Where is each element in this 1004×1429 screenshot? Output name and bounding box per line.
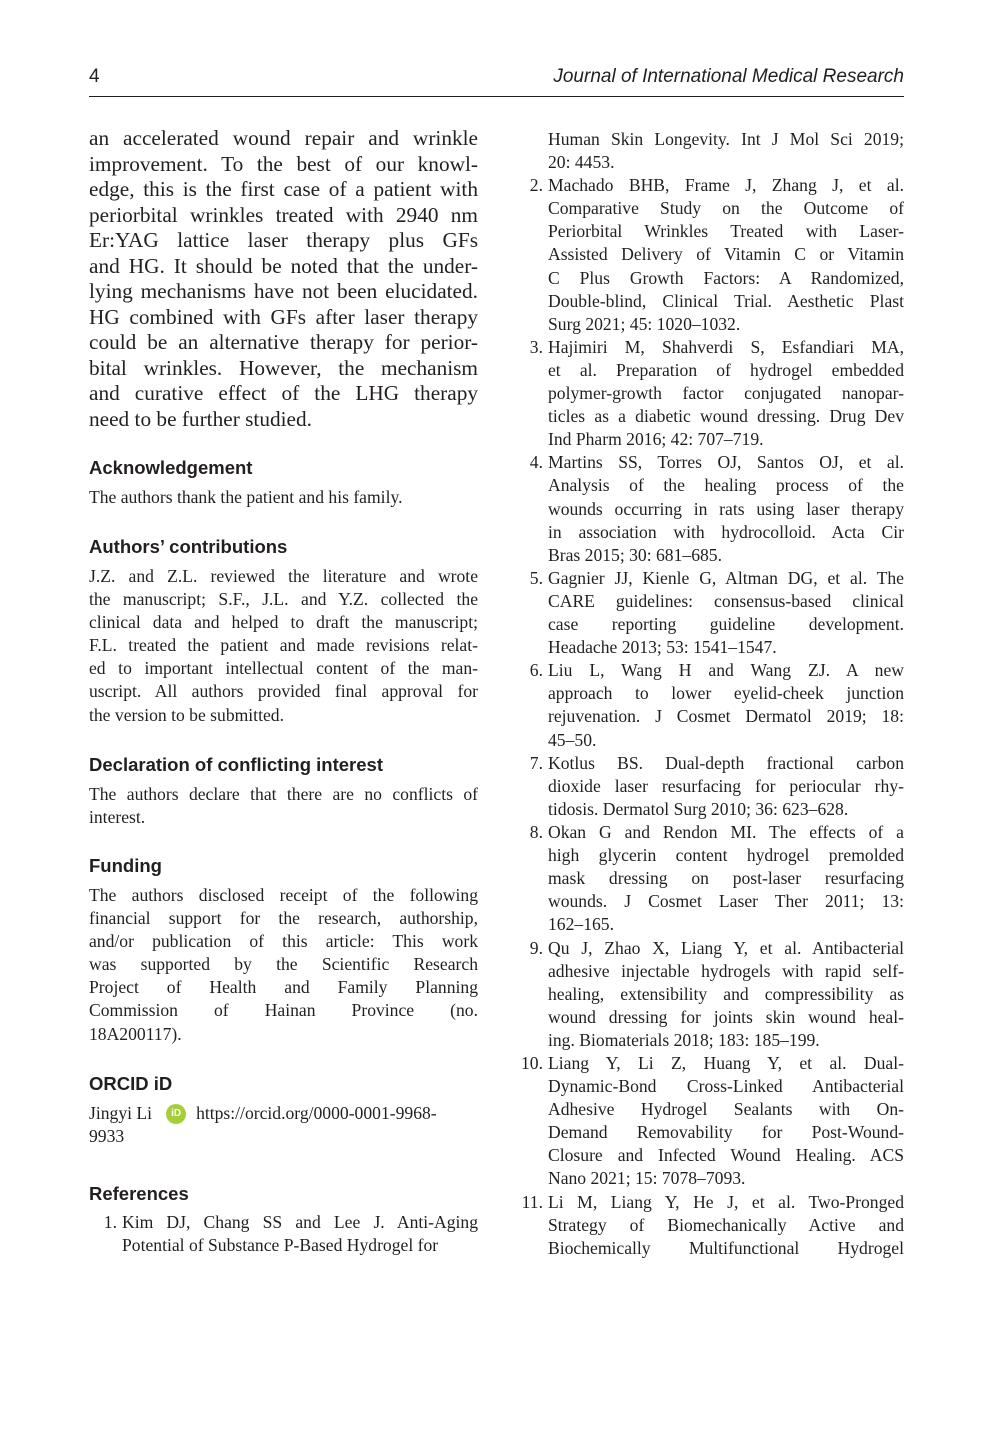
reference-item [515, 336, 904, 452]
text-line: the version to be submitted. [89, 704, 284, 725]
text-line: Er:YAG lattice laser therapy plus GFs [89, 228, 478, 252]
text-line: Analysis of the healing process of the [548, 475, 904, 496]
text-line: and curative effect of the LHG therapy [89, 381, 478, 405]
text-line: approach to lower eyelid-cheek junction [548, 683, 904, 704]
conflict-text [89, 783, 478, 829]
reference-number: 8. [529, 822, 543, 842]
text-line: was supported by the Scientific Research [89, 954, 478, 975]
contributions-heading: Authors’ contributions [89, 536, 288, 557]
orcid-link-continued[interactable]: 9933 [89, 1126, 125, 1147]
reference-text [548, 937, 904, 1052]
reference-text [548, 821, 904, 936]
text-line: periorbital wrinkles treated with 2940 nm [89, 202, 478, 227]
text-line: Double-blind, Clinical Trial. Aesthetic Plast [548, 290, 904, 311]
funding-text [89, 884, 478, 1046]
text-line: mask dressing on post-laser resurfacing [548, 868, 904, 889]
journal-name: Journal of International Medical Research [553, 66, 904, 87]
text-line: case reporting guideline development. [548, 614, 904, 635]
left-column [89, 126, 478, 1256]
text-line: could be an alternative therapy for perior- [89, 330, 478, 354]
text-line: Bras 2015; 30: 681–685. [548, 544, 722, 565]
text-line: edge, this is the first case of a patient with [89, 177, 478, 201]
text-line: Potential of Substance P-Based Hydrogel for [122, 1235, 439, 1256]
text-line: et al. Preparation of hydrogel embedded [548, 359, 904, 380]
text-line: Biochemically Multifunctional Hydrogel [548, 1237, 904, 1258]
text-line: 20: 4453. [548, 152, 615, 173]
text-line: J.Z. and Z.L. reviewed the literature and wrote [89, 566, 478, 586]
reference-item [515, 821, 904, 937]
text-line: adhesive injectable hydrogels with rapid self- [548, 960, 904, 981]
text-line: HG combined with GFs after laser therapy [89, 304, 478, 329]
text-line: Adhesive Hydrogel Sealants with On- [548, 1099, 904, 1120]
text-line: Closure and Infected Wound Healing. ACS [548, 1145, 904, 1166]
text-line: Surg 2021; 45: 1020–1032. [548, 313, 741, 334]
text-line: Assisted Delivery of Vitamin C or Vitamin [548, 244, 904, 265]
reference-item [515, 937, 904, 1053]
text-line: F.L. treated the patient and made revisions relat- [89, 635, 478, 656]
reference-number: 2. [529, 175, 543, 196]
reference-number: 3. [529, 336, 543, 357]
text-line: improvement. To the best of our knowl- [89, 151, 478, 176]
orcid-id-icon: iD [166, 1104, 186, 1124]
acknowledgement-text: The authors thank the patient and his family. [89, 487, 403, 507]
contributions-section [89, 535, 478, 727]
text-line: Commission of Hainan Province (no. [89, 1000, 478, 1021]
conflict-heading: Declaration of conflicting interest [89, 754, 383, 775]
text-line: The authors declare that there are no conflicts of [89, 784, 478, 804]
reference-number: 7. [529, 752, 543, 773]
reference-item [515, 1052, 904, 1191]
text-line: 18A200117). [89, 1023, 182, 1044]
text-line: clinical data and helped to draft the manuscript; [89, 612, 478, 633]
orcid-heading: ORCID iD [89, 1073, 173, 1094]
text-line: Project of Health and Family Planning [89, 977, 478, 998]
reference-text [548, 336, 904, 451]
text-line: financial support for the research, authorship, [89, 908, 478, 929]
text-line: Headache 2013; 53: 1541–1547. [548, 637, 777, 658]
reference-text [548, 128, 904, 174]
text-line: rejuvenation. J Cosmet Dermatol 2019; 18: [548, 706, 904, 727]
text-line: the manuscript; S.F., J.L. and Y.Z. collected the [89, 589, 478, 610]
text-line: and/or publication of this article: This work [89, 931, 478, 952]
text-line: Kim DJ, Chang SS and Lee J. Anti-Aging [122, 1212, 478, 1232]
text-line: wounds. J Cosmet Laser Ther 2011; 13: [548, 891, 904, 912]
text-line: interest. [89, 807, 146, 828]
text-line: Comparative Study on the Outcome of [548, 198, 904, 219]
text-line: Okan G and Rendon MI. The effects of a [548, 822, 904, 842]
text-line: Ind Pharm 2016; 42: 707–719. [548, 429, 764, 450]
text-line: Qu J, Zhao X, Liang Y, et al. Antibacterial [548, 937, 904, 958]
reference-text [548, 1052, 904, 1191]
text-line: bital wrinkles. However, the mechanism [89, 355, 478, 380]
reference-text [122, 1211, 478, 1257]
references-heading-block [89, 1182, 478, 1206]
reference-text [548, 1191, 904, 1260]
text-line: polymer-growth factor conjugated nanopar- [548, 383, 904, 404]
text-line: Martins SS, Torres OJ, Santos OJ, et al. [548, 452, 904, 473]
conflict-section [89, 753, 478, 829]
text-line: Machado BHB, Frame J, Zhang J, et al. [548, 175, 904, 196]
reference-text [548, 752, 904, 821]
reference-item [515, 451, 904, 567]
orcid-section [89, 1072, 478, 1148]
reference-number: 6. [529, 660, 543, 681]
text-line: healing, extensibility and compressibility as [548, 983, 904, 1004]
orcid-author-name: Jingyi Li [89, 1103, 153, 1123]
text-line: The authors disclosed receipt of the following [89, 885, 478, 905]
text-line: high glycerin content hydrogel premolded [548, 845, 904, 866]
text-line: ing. Biomaterials 2018; 183: 185–199. [548, 1029, 820, 1050]
reference-item [515, 752, 904, 821]
text-line: need to be further studied. [89, 406, 312, 431]
text-line: wounds occurring in rats using laser therapy [548, 498, 904, 519]
funding-section [89, 854, 478, 1046]
reference-text [548, 567, 904, 659]
text-line: C Plus Growth Factors: A Randomized, [548, 267, 904, 288]
reference-text [548, 174, 904, 336]
text-line: CARE guidelines: consensus-based clinical [548, 590, 904, 611]
text-line: Liu L, Wang H and Wang ZJ. A new [548, 660, 904, 681]
orcid-entry [89, 1102, 478, 1148]
text-line: Hajimiri M, Shahverdi S, Esfandiari MA, [548, 336, 904, 357]
text-line: 45–50. [548, 729, 597, 750]
text-line: an accelerated wound repair and wrinkle [89, 126, 478, 150]
reference-number: 1. [103, 1212, 117, 1232]
text-line: Periorbital Wrinkles Treated with Laser- [548, 221, 904, 242]
text-line: Human Skin Longevity. Int J Mol Sci 2019; [548, 129, 904, 149]
intro-paragraph [89, 126, 478, 432]
text-line: Liang Y, Li Z, Huang Y, et al. Dual- [548, 1053, 904, 1073]
text-line: ed to important intellectual content of the man- [89, 658, 478, 679]
references-heading: References [89, 1183, 189, 1204]
orcid-link[interactable]: https://orcid.org/0000-0001-9968- [196, 1103, 437, 1123]
reference-item [515, 128, 904, 174]
contributions-text [89, 565, 478, 727]
text-line: Nano 2021; 15: 7078–7093. [548, 1168, 746, 1189]
orcid-line [89, 1102, 478, 1125]
running-header [89, 62, 904, 97]
text-line: 162–165. [548, 914, 614, 935]
acknowledgement-heading: Acknowledgement [89, 457, 253, 478]
text-line: lying mechanisms have not been elucidated. [89, 279, 478, 303]
text-line: ticles as a diabetic wound dressing. Drug Dev [548, 406, 904, 427]
reference-item [515, 659, 904, 751]
text-line: uscript. All authors provided final approval for [89, 681, 478, 702]
text-line: Gagnier JJ, Kienle G, Altman DG, et al. The [548, 567, 904, 588]
text-line: in association with hydrocolloid. Acta Cir [548, 521, 904, 542]
funding-heading: Funding [89, 855, 162, 876]
text-line: Dynamic-Bond Cross-Linked Antibacterial [548, 1076, 904, 1097]
reference-item [515, 567, 904, 659]
text-line: Demand Removability for Post-Wound- [548, 1122, 904, 1143]
reference-item [515, 174, 904, 336]
reference-text [548, 451, 904, 566]
reference-number: 11. [521, 1191, 543, 1212]
text-line: and HG. It should be noted that the under- [89, 253, 478, 278]
reference-number: 10. [521, 1053, 543, 1073]
acknowledgement-section [89, 456, 478, 509]
text-line: Li M, Liang Y, He J, et al. Two-Pronged [548, 1191, 904, 1212]
text-line: Strategy of Biomechanically Active and [548, 1214, 904, 1235]
reference-number: 4. [529, 452, 543, 473]
text-line: tidosis. Dermatol Surg 2010; 36: 623–628. [548, 798, 849, 819]
text-line: Kotlus BS. Dual-depth fractional carbon [548, 752, 904, 773]
page-number: 4 [89, 66, 100, 87]
reference-item [89, 1211, 478, 1259]
reference-text [548, 659, 904, 751]
text-line: dioxide laser resurfacing for periocular rhy- [548, 775, 904, 796]
reference-number: 9. [529, 937, 543, 958]
reference-item [515, 1191, 904, 1260]
reference-number: 5. [529, 567, 543, 588]
text-line: wound dressing for joints skin wound heal- [548, 1006, 904, 1027]
